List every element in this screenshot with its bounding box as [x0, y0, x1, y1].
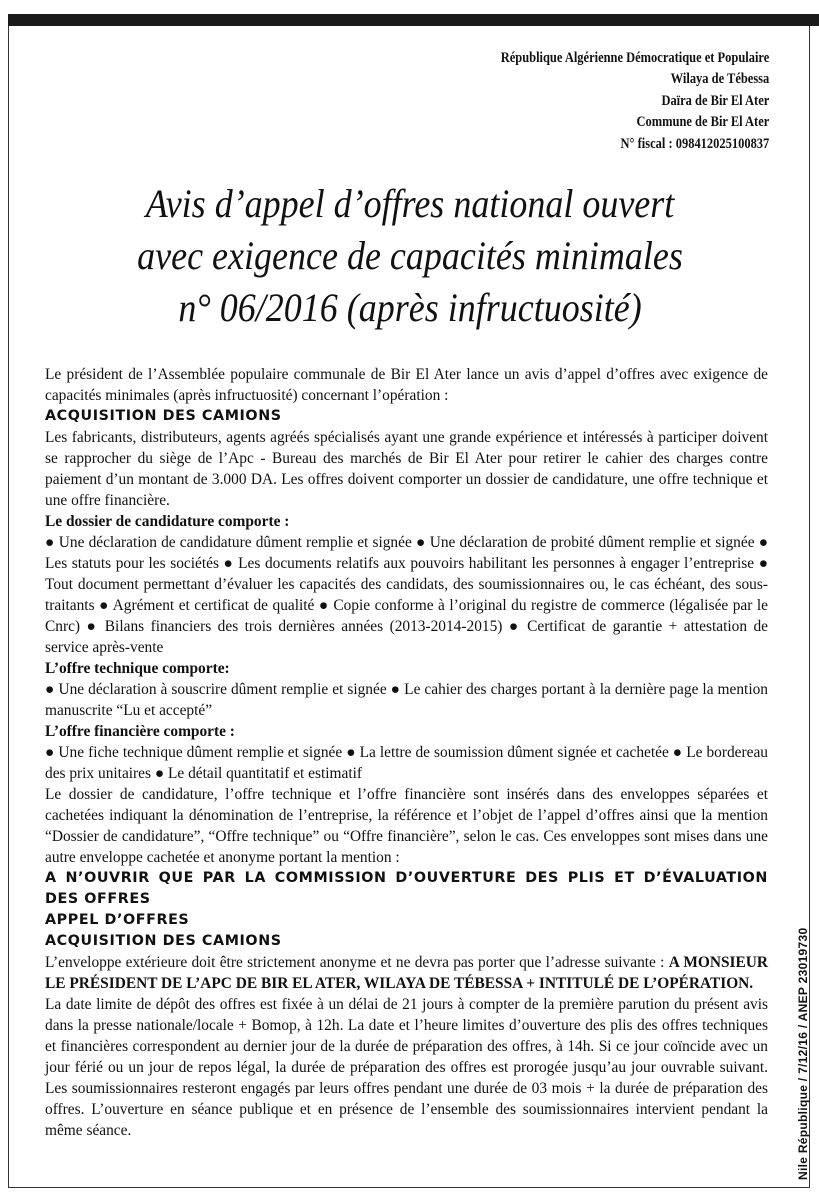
mention-appel: APPEL D’OFFRES: [45, 912, 190, 928]
notice-body: [45, 364, 768, 1141]
mention-commission: A N’OUVRIR QUE PAR LA COMMISSION D’OUVERTURE DES PLIS ET D’ÉVALUATION DES OFFRES: [45, 870, 768, 907]
header-line-daira: Daïra de Bir El Ater: [661, 92, 769, 109]
title-line-2: avec exigence de capacités minimales: [137, 233, 683, 278]
header-line-republic: République Algérienne Démocratique et Populaire: [500, 50, 769, 66]
dossier-heading: Le dossier de candidature comporte :: [45, 513, 290, 530]
intro-paragraph: Le président de l’Assemblée populaire communale de Bir El Ater lance un avis d’appel d’offres avec exigence de capacités minimales (après infructuosité) concernant l’opération :: [45, 366, 768, 404]
technique-heading: L’offre technique comporte:: [45, 660, 230, 677]
address-paragraph: [45, 952, 768, 994]
technique-items: ● Une déclaration à souscrire dûment remplie et signée ● Le cahier des charges portant à la dernière page la mention manuscrite “Lu et accepté”: [45, 681, 768, 719]
header-line-commune: Commune de Bir El Ater: [636, 114, 769, 131]
financiere-heading: L’offre financière comporte :: [45, 723, 235, 740]
mention-acquisition: ACQUISITION DES CAMIONS: [45, 933, 282, 949]
notice-title: [68, 178, 752, 334]
address-recipient: A MONSIEUR LE PRÉSIDENT DE L’APC DE BIR EL ATER, WILAYA DE TÉBESSA + INTITULÉ DE L’OPÉRATION.: [45, 954, 768, 992]
header-line-fiscal: N° fiscal : 098412025100837: [620, 135, 769, 152]
publication-side-note: Nile République / 7/12/16 / ANEP 23019730: [796, 927, 810, 1180]
envelopes-paragraph: Le dossier de candidature, l’offre technique et l’offre financière sont insérés dans des enveloppes séparées et cachetées indiquant la dénomination de l’entreprise, la référence et l’objet de l’appel d’offres ainsi que la mention “Dossier de candidature”, “Offre technique” ou “Offre financière”, selon le cas. Ces enveloppes sont mises dans une autre enveloppe cachetée et anonyme portant la mention :: [45, 786, 768, 866]
dossier-items: ● Une déclaration de candidature dûment remplie et signée ● Une déclaration de probité dûment remplie et signée ● Les statuts pour les sociétés ● Les documents relatifs aux pouvoirs habilitant les personnes à engager l’entreprise ● Tout document permettant d’évaluer les capacités des candidats, des soumissionnaires ou, le cas échéant, des sous-traitants ● Agrément et certificat de qualité ● Copie conforme à l’original du registre de commerce (légalisée par le Cnrc) ● Bilans financiers des trois dernières années (2013-2014-2015) ● Certificat de garantie + attestation de service après-vente: [45, 534, 768, 656]
title-line-3: n° 06/2016 (après infructuosité): [178, 285, 642, 330]
operation-heading: ACQUISITION DES CAMIONS: [45, 408, 282, 424]
title-line-1: Avis d’appel d’offres national ouvert: [145, 181, 675, 226]
address-intro: L’enveloppe extérieure doit être strictement anonyme et ne devra pas porter que l’adresse suivante :: [45, 954, 669, 971]
deadline-paragraph: La date limite de dépôt des offres est fixée à un délai de 21 jours à compter de la première parution du présent avis dans la presse nationale/locale + Bomop, à 12h. La date et l’heure limites d’ouverture des plis des offres techniques et financières correspondent au dernier jour de la durée de préparation des offres, à 14h. Si ce jour coïncide avec un jour férié ou un jour de repos légal, la durée de préparation des offres est prorogée jusqu’au jour ouvrable suivant. Les soumissionnaires resteront engagés par leurs offres pendant une durée de 03 mois + la durée de préparation des offres. L’ouverture en séance publique et en présence de l’ensemble des soumissionnaires intervient pendant la même séance.: [45, 996, 768, 1139]
top-black-bar: [8, 14, 819, 26]
header-line-wilaya: Wilaya de Tébessa: [670, 71, 769, 88]
financiere-items: ● Une fiche technique dûment remplie et signée ● La lettre de soumission dûment signée et cachetée ● Le bordereau des prix unitaires ● Le détail quantitatif et estimatif: [45, 744, 768, 782]
issuer-header: [500, 48, 769, 155]
fabricants-paragraph: Les fabricants, distributeurs, agents agréés spécialisés ayant une grande expérience et intéressés à participer doivent se rapprocher du siège de l’Apc - Bureau des marchés de Bir El Ater pour retirer le cahier des charges contre paiement d’un montant de 3.000 DA. Les offres doivent comporter un dossier de candidature, une offre technique et une offre financière.: [45, 429, 768, 509]
